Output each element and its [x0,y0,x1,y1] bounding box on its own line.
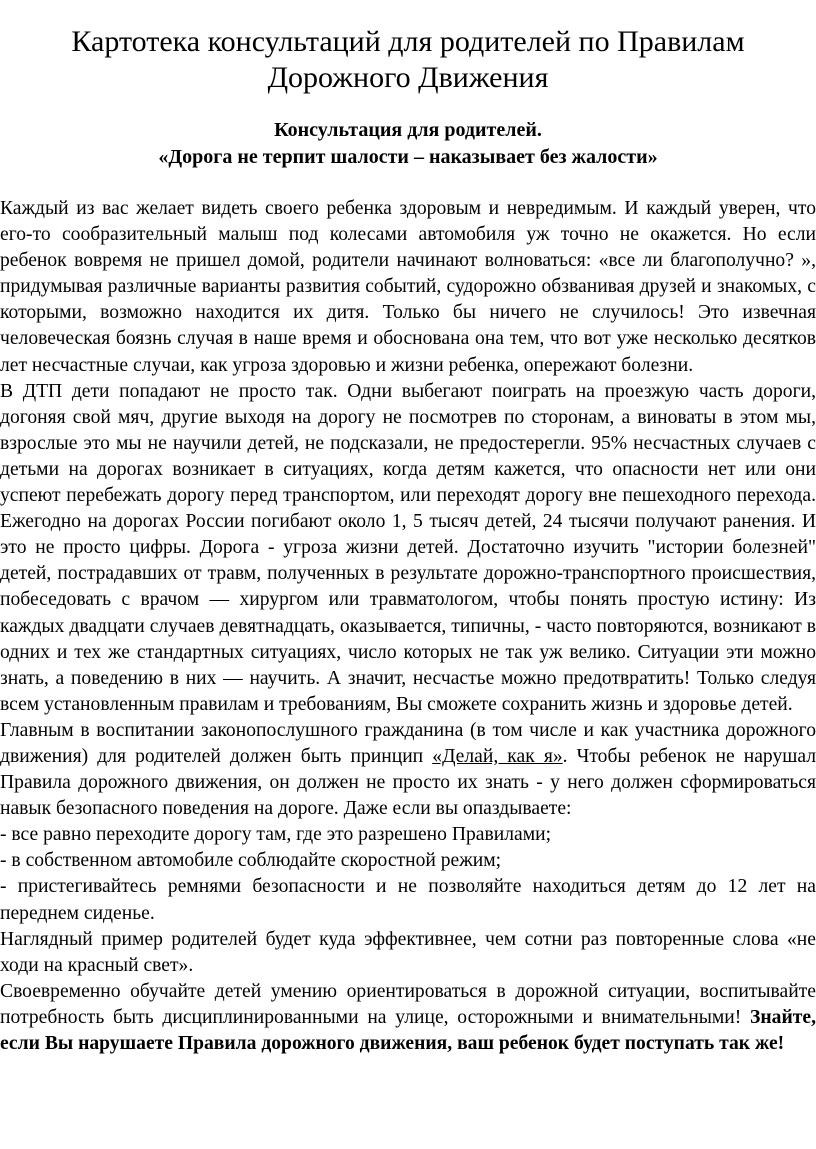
consultation-heading-line2: «Дорога не терпит шалости – наказывает без жалости» [158,146,658,168]
document-title: Картотека консультаций для родителей по Правилам Дорожного Движения [71,25,745,94]
list-item-3: - пристегивайтесь ремнями безопасности и не позволяйте находиться детям до 12 лет на переднем сиденье. [0,876,816,924]
paragraph-5 [0,979,816,1057]
consultation-heading [0,117,816,171]
document-body [0,196,816,1057]
paragraph-5-bold-warning: Знайте, если Вы нарушаете Правила дорожного движения, ваш ребенок будет поступать так же! [0,1006,816,1054]
list-item-2: - в собственном автомобиле соблюдайте скоростной режим; [0,850,502,872]
paragraph-3-end: . Чтобы ребенок не нарушал Правила дорожного движения, он должен не просто их знать - у него должен сформироваться навык безопасного поведения на дороге. Даже если вы опаздываете: [0,745,816,820]
paragraph-3-start: Главным в воспитании законопослушного гражданина (в том числе и как участника дорожного движения) для родителей должен быть принцип [0,719,816,767]
paragraph-1: Каждый из вас желает видеть своего ребенка здоровым и невредимым. И каждый уверен, что его-то сообразительный малыш под колесами автомобиля уж точно не окажется. Но если ребенок вовремя не пришел домой, родители начинают волноваться: «все ли благополучно? », придумывая различные варианты развития событий, судорожно обзванивая друзей и знакомых, с которыми, возможно находится их дитя. Только бы ничего не случилось! Это извечная человеческая боязнь случая в наше время и обоснована она тем, что вот уже несколько десятков лет несчастные случаи, как угроза здоровью и жизни ребенка, опережают болезни. [0,198,816,376]
paragraph-4: Наглядный пример родителей будет куда эффективнее, чем сотни раз повторенные слова «не ходи на красный свет». [0,928,816,976]
paragraph-2: В ДТП дети попадают не просто так. Одни выбегают поиграть на проезжую часть дороги, догоняя свой мяч, другие выходя на дорогу не посмотрев по сторонам, а виноваты в этом мы, взрослые это мы не научили детей, не подсказали, не предостерегли. 95% несчастных случаев с детьми на дорогах возникает в ситуациях, когда детям кажется, что опасности нет или они успеют перебежать дорогу перед транспортом, или переходят дорогу вне пешеходного перехода. Ежегодно на дорогах России погибают около 1, 5 тысяч детей, 24 тысячи получают ранения. И это не просто цифры. Дорога - угроза жизни детей. Достаточно изучить "истории болезней" детей, пострадавших от травм, полученных в результате дорожно-транспортного происшествия, побеседовать с врачом — хирургом или травматологом, чтобы понять простую истину: Из каждых двадцати случаев девятнадцать, оказывается, типичны, - часто повторяются, возникают в одних и тех же стандартных ситуациях, число которых не так уж велико. Ситуации эти можно знать, а поведению в них — научить. А значит, несчастье можно предотвратить! Только следуя всем установленным правилам и требованиям, Вы сможете сохранить жизнь и здоровье детей. [0,380,816,715]
consultation-heading-line1: Консультация для родителей. [274,119,542,141]
paragraph-3 [0,718,816,822]
paragraph-5-text: Своевременно обучайте детей умению ориентироваться в дорожной ситуации, воспитывайте потребность быть дисциплинированными на улице, осторожными и внимательными! [0,980,816,1028]
principle-quote: «Делай, как я» [432,745,563,767]
list-item-1: - все равно переходите дорогу там, где это разрешено Правилами; [0,824,552,846]
